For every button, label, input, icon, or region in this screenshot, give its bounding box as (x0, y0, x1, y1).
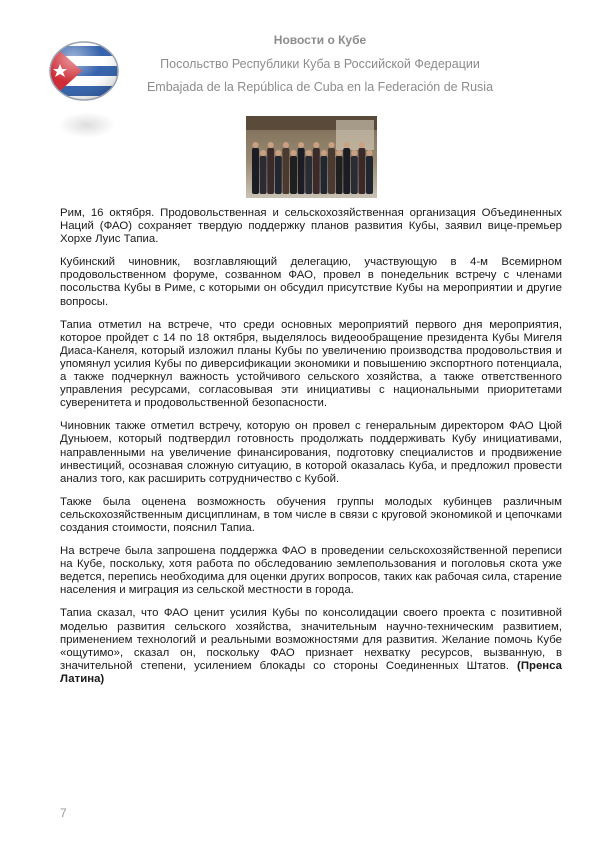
person-figure (252, 148, 259, 194)
person-figure (267, 148, 274, 194)
person-head (298, 142, 304, 148)
person-head (321, 150, 327, 156)
person-head (283, 142, 289, 148)
person-head (329, 142, 335, 148)
article-paragraph: Также была оценена возможность обучения группы молодых кубинцев различным сельскохозяйственным дисциплинам, в том числе в связи с круговой экономикой и цепочками создания стоимости, пояснил Тапиа. (60, 495, 562, 534)
newsletter-title: Новости о Кубе (273, 33, 367, 47)
person-figure (366, 156, 373, 194)
person-figure (351, 156, 358, 194)
person-head (367, 150, 373, 156)
person-head (306, 150, 312, 156)
person-head (351, 150, 357, 156)
article-paragraphs (60, 207, 562, 597)
embassy-name-ru: Посольство Республики Куба в Российской Федерации (160, 57, 480, 71)
article-paragraph: На встрече была запрошена поддержка ФАО в проведении сельскохозяйственной переписи на Кубе, поскольку, хотя работа по обследованию землепользования и поголовья скота уже ведется, перепись необходима для оценки других вопросов, таких как рабочая сила, старение населения и миграция из сельской местности в города. (60, 545, 562, 597)
person-figure (343, 148, 350, 194)
page-number: 7 (60, 806, 67, 820)
person-head (313, 142, 319, 148)
person-figure (305, 156, 312, 194)
article-paragraph: Кубинский чиновник, возглавляющий делегацию, участвующую в 4-м Всемирном продовольственном форуме, созванном ФАО, провел в понедельник встречу с членами посольства Кубы в Риме, с которыми он обсудил присутствие Кубы на мероприятии и другие вопросы. (60, 256, 562, 308)
article-body (60, 207, 562, 696)
person-figure (290, 156, 297, 194)
person-figure (298, 148, 305, 194)
person-head (344, 142, 350, 148)
person-figure (282, 148, 289, 194)
person-head (260, 150, 266, 156)
person-head (268, 142, 274, 148)
person-head (275, 150, 281, 156)
person-figure (358, 148, 365, 194)
person-figure (275, 156, 282, 194)
person-figure (260, 156, 267, 194)
person-figure (320, 156, 327, 194)
person-figure (313, 148, 320, 194)
person-head (359, 142, 365, 148)
person-figure (336, 156, 343, 194)
article-paragraph (60, 607, 562, 686)
group-photo (246, 116, 377, 198)
person-head (253, 142, 259, 148)
person-head (291, 150, 297, 156)
article-paragraph: Рим, 16 октября. Продовольственная и сельскохозяйственная организация Объединенных Наций (ФАО) сохраняет твердую поддержку планов развития Кубы, заявил вице-премьер Хорхе Луис Тапиа. (60, 207, 562, 246)
person-figure (328, 148, 335, 194)
article-paragraph-text: Тапиа сказал, что ФАО ценит усилия Кубы по консолидации своего проекта с позитивной моделью развития сельского хозяйства, значительным научно-техническим развитием, применением технологий и реальными возможностями для развития. Желание помочь Кубе «ощутимо», сказал он, поскольку ФАО признает нехватку ресурсов, вызванную, в значительной степени, усилением блокады со стороны Соединенных Штатов. (60, 607, 562, 672)
article-paragraph: Чиновник также отметил встречу, которую он провел с генеральным директором ФАО Цюй Дуньюем, который подтвердил готовность продолжать поддерживать Кубу инициативами, направленными на увеличение финансирования, подготовку специалистов и продвижение инвестиций, осознавая сложную ситуацию, в которой оказалась Куба, и предложил провести анализ того, как расширить сотрудничество с Кубой. (60, 420, 562, 485)
embassy-name-es: Embajada de la República de Cuba en la Federación de Rusia (146, 80, 494, 94)
logo-reflection (58, 112, 116, 138)
news-source: (Пренса Латина) (60, 659, 562, 685)
cuban-flag-logo-icon (48, 40, 120, 102)
person-head (336, 150, 342, 156)
article-paragraph: Тапиа отметил на встрече, что среди основных мероприятий первого дня мероприятия, которое пройдет с 14 по 18 октября, выделялось видеообращение президента Кубы Мигеля Диаса-Канеля, который изложил планы Кубы по увеличению производства продовольствия и упомянул усилия Кубы по диверсификации экономики и повышению экспортного потенциала, а также подчеркнул важность устойчивого сельского хозяйства, а также ответственного управления ресурсами, согласовывая эти инициативы с национальными приоритетами суверенитета и продовольственной безопасности. (60, 318, 562, 410)
